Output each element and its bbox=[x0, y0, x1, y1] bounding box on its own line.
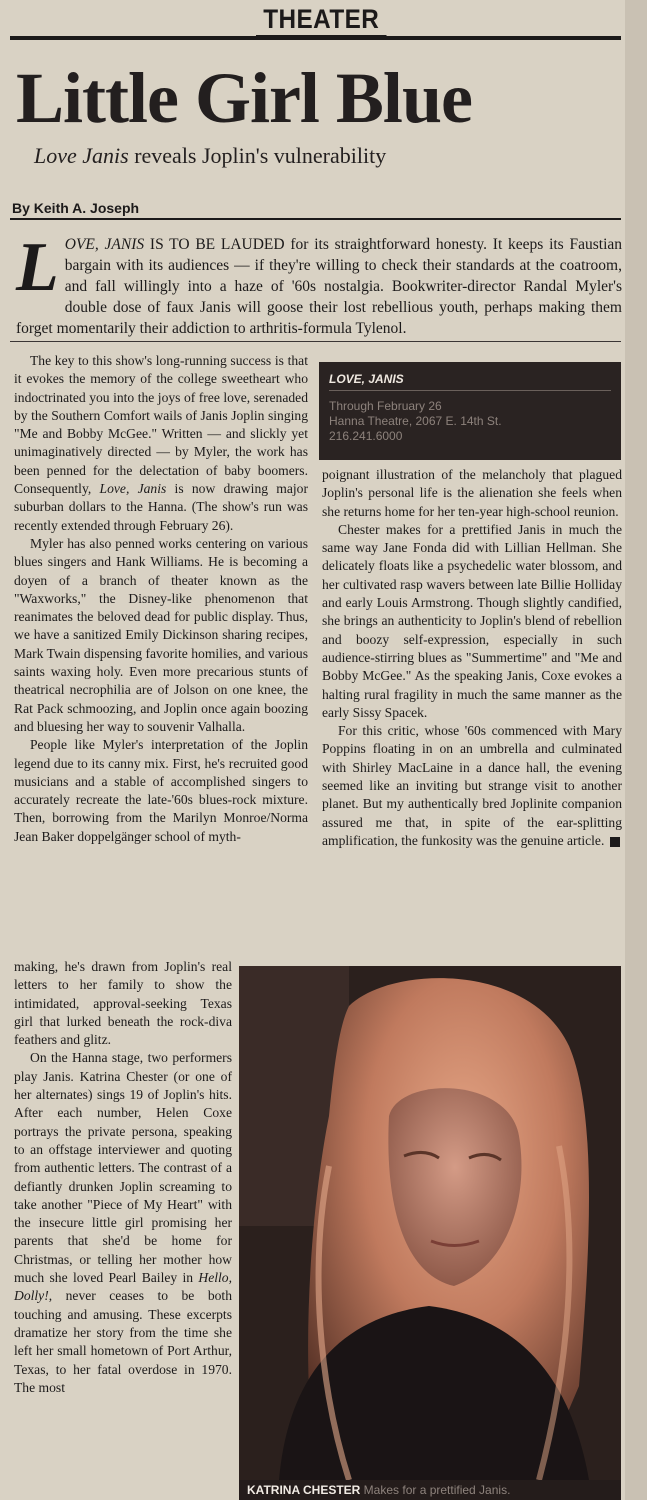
byline-rule bbox=[10, 218, 621, 220]
info-title: LOVE, JANIS bbox=[329, 372, 404, 386]
end-mark-icon bbox=[610, 837, 620, 847]
headline: Little Girl Blue bbox=[16, 58, 472, 138]
column-left-narrow bbox=[14, 958, 232, 1397]
column-left bbox=[14, 352, 308, 846]
paragraph: For this critic, whose '60s commenced with Mary Poppins floating in on an umbrella and culminated with Shirley MacLaine in a dance hall, the evening seemed like an inviting but strange visit to another planet. But my authentically bred Joplinite companion assured me that, in spite of the ear-splitting amplification, the funkosity was the genuine article. bbox=[322, 723, 622, 848]
lede-caps: IS TO BE LAUDED bbox=[144, 236, 285, 253]
section-label: THEATER bbox=[256, 4, 387, 38]
page-edge bbox=[625, 0, 647, 1500]
deck-text: reveals Joplin's vulnerability bbox=[128, 143, 387, 168]
caption-name: KATRINA CHESTER bbox=[247, 1483, 361, 1497]
paragraph: People like Myler's interpretation of the Joplin legend due to its canny mix. First, he's recruited good musicians and a stable of accomplished singers to accurately recreate the late-'60s blues-rock mixture. Then, borrowing from the Marilyn Monroe/Norma Jean Baker doppelgänger school of myth- bbox=[14, 737, 308, 844]
byline: By Keith A. Joseph bbox=[12, 200, 140, 216]
lede-rule bbox=[10, 341, 621, 342]
show-info-box bbox=[319, 362, 621, 460]
info-venue: Hanna Theatre, 2067 E. 14th St. bbox=[329, 414, 502, 428]
paragraph: poignant illustration of the melancholy that plagued Joplin's personal life is the alienation she feels when she returns home for her ten-year high-school reunion. bbox=[322, 467, 622, 519]
deck-title: Love Janis bbox=[34, 143, 129, 168]
drop-cap: L bbox=[16, 229, 59, 306]
photo-caption bbox=[239, 1480, 621, 1500]
photo-illustration bbox=[239, 966, 621, 1480]
caption-text: Makes for a prettified Janis. bbox=[360, 1483, 511, 1497]
paragraph: Chester makes for a prettified Janis in much the same way Jane Fonda did with Lillian Hellman. She delicately floats like a psychedelic water blossom, and her cultivated rasp wavers between late Billie Holliday and early Louis Armstrong. Though slightly candified, she brings an authenticity to Joplin's blend of rebellion and boozy self-expression, especially in such audience-stirring blues as "Summertime" and "Me and Bobby McGee." As the speaking Janis, Coxe evokes a halting rural fragility in much the same manner as the early Sissy Spacek. bbox=[322, 521, 622, 720]
paragraph: Myler has also penned works centering on various blues singers and Hank Williams. He is becoming a doyen of a branch of theater known as the "Waxworks," the Disney-like phenomenon that reanimates the beloved dead for public display. Thus, we have a sanitized Emily Dickinson sharing recipes, Mark Twain dispensing favorite homilies, and various saints waxing holy. Even more precarious stunts of theatrical necrophilia are of Jolson on one knee, the Rat Pack schmoozing, and Joplin once again boozing and bluesing her way to souvenir Valhalla. bbox=[14, 535, 308, 734]
paragraph: The key to this show's long-running success is that it evokes the memory of the college sweetheart who indoctrinated you into the joys of free love, serenaded by the Southern Comfort wails of Janis Joplin singing "Me and Bobby McGee." Written — and slickly yet unimaginatively directed — by Myler, the work has been penned for the delectation of baby boomers. Consequently, Love, Janis is now drawing major suburban dollars to the Hanna. (The show's run was recently extended through February 26). bbox=[14, 353, 308, 533]
deck bbox=[34, 142, 634, 170]
column-right bbox=[322, 466, 622, 850]
paragraph: On the Hanna stage, two performers play Janis. Katrina Chester (or one of her alternates) sings 19 of Joplin's hits. After each number, Helen Coxe portrays the private persona, speaking to an offstage interviewer and quoting from authentic letters. The contrast of a defiantly drunken Joplin screaming to take another "Piece of My Heart" with the insecure little girl promising her parents that she'd be home for Christmas, or telling her mother how much she loved Pearl Bailey in Hello, Dolly!, never ceases to be both touching and amusing. These excerpts dramatize her story from the time she left her small hometown of Port Arthur, Texas, to her fatal overdose in 1970. The most bbox=[14, 1050, 232, 1395]
performer-photo bbox=[239, 966, 621, 1480]
paragraph: making, he's drawn from Joplin's real letters to her family to show the intimidated, approval-seeking Texas girl that lurked beneath the rock-diva feathers and glitz. bbox=[14, 959, 232, 1048]
info-phone: 216.241.6000 bbox=[329, 429, 403, 443]
lede-text: for its straightforward honesty. It keeps its Faustian bargain with its audiences — if they're willing to check their standards at the coatroom, and fall willingly into a haze of '60s nostalgia. Bookwriter-director Randal Myler's double dose of faux Janis will goose their lost rebellious youth, perhaps making them forget momentarily their addiction to arthritis-formula Tylenol. bbox=[16, 236, 622, 337]
info-rule bbox=[329, 390, 611, 391]
info-dates: Through February 26 bbox=[329, 399, 442, 413]
lede-paragraph bbox=[16, 229, 622, 339]
lede-title: OVE, JANIS bbox=[64, 236, 145, 253]
